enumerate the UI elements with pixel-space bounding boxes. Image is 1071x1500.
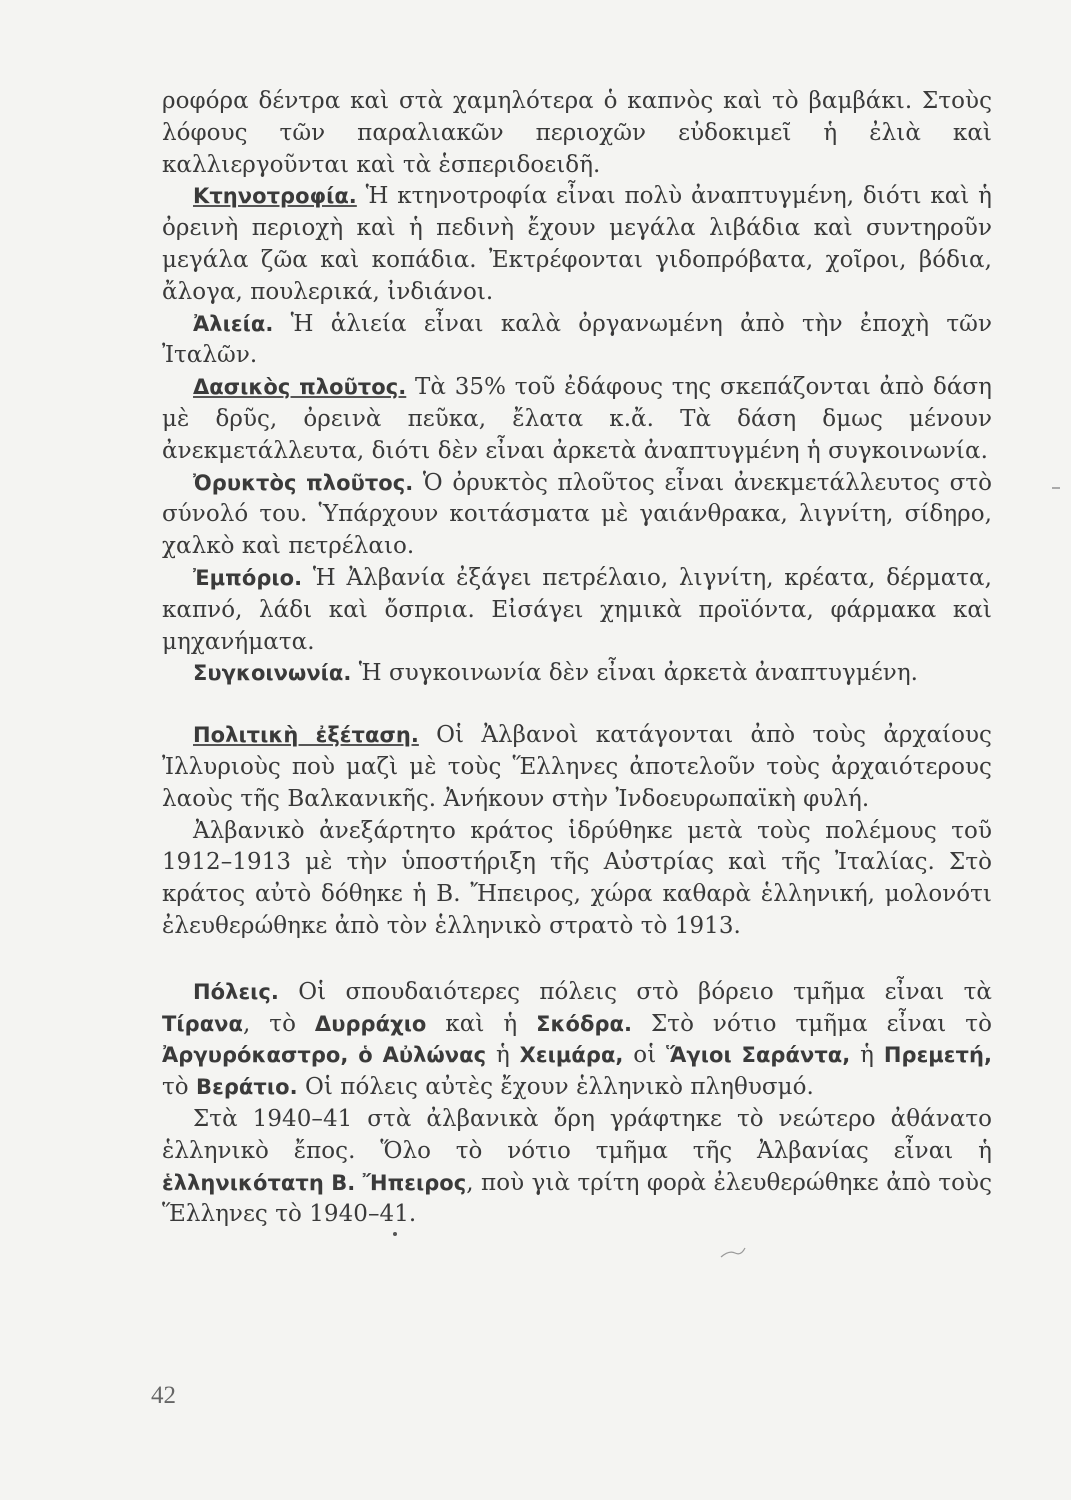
paragraph-text: Οἱ πόλεις αὐτὲς ἔχουν ἑλληνικὸ πληθυσμό. xyxy=(297,1074,814,1101)
city-name: Ἅγιοι Σαράντα, xyxy=(666,1043,851,1068)
paragraph-text: Ἡ συγκοινωνία δὲν εἶναι ἀρκετὰ ἀναπτυγμένη. xyxy=(351,660,919,687)
paragraph-text: Στὰ 1940–41 στὰ ἀλβανικὰ ὄρη γράφτηκε τὸ νεώτερο ἀθάνατο ἑλληνικὸ ἔπος. Ὅλο τὸ νότιο τμῆμα τῆς Ἀλβανίας εἶναι ἡ xyxy=(162,1105,992,1164)
paragraph-text: ἡ xyxy=(850,1042,884,1069)
section-heading: Δασικὸς πλοῦτος. xyxy=(193,375,407,400)
paragraph-cities xyxy=(162,977,992,1104)
section-heading: Συγκοινωνία. xyxy=(193,661,352,686)
spacer xyxy=(162,690,992,720)
paragraph-forests xyxy=(162,372,992,467)
paragraph-text: Ἡ Ἀλβανία ἐξάγει πετρέλαιο, λιγνίτη, κρέατα, δέρματα, καπνό, λάδι καὶ ὄσπρια. Εἰσάγει χημικὰ προϊόντα, φάρμακα καὶ μηχανήματα. xyxy=(162,564,992,655)
paragraph-livestock xyxy=(162,181,992,308)
paragraph-text: , ποὺ γιὰ τρίτη φορὰ ἐλευθερώθηκε ἀπὸ τοὺς Ἕλληνες τὸ 1940–41. xyxy=(162,1169,992,1228)
section-heading: Ἀλιεία. xyxy=(193,311,274,336)
city-name: Βεράτιο. xyxy=(196,1075,298,1100)
paragraph-political xyxy=(162,720,992,815)
paragraph-text: Ὁ ὀρυκτὸς πλοῦτος εἶναι ἀνεκμετάλλευτος στὸ σύνολό του. Ὑπάρχουν κοιτάσματα μὲ γαιάνθρακα, λιγνίτη, σίδηρο, χαλκὸ καὶ πετρέλαιο. xyxy=(162,469,992,560)
section-heading: Πόλεις. xyxy=(193,979,279,1004)
section-heading: Πολιτικὴ ἐξέταση. xyxy=(193,723,419,748)
paragraph-text: τὸ xyxy=(162,1074,197,1101)
city-name: Σκόδρα. xyxy=(536,1011,633,1036)
paragraph-text: ἡ xyxy=(486,1042,520,1069)
paragraph-minerals xyxy=(162,468,992,563)
page-body xyxy=(162,86,992,1231)
paragraph-text: Οἱ σπουδαιότερες πόλεις στὸ βόρειο τμῆμα εἶναι τὰ xyxy=(278,978,992,1005)
paragraph-trade xyxy=(162,563,992,658)
paragraph-fishing xyxy=(162,309,992,373)
section-heading: Κτηνοτροφία. xyxy=(193,184,357,209)
spacer xyxy=(162,943,992,977)
paragraph-state xyxy=(162,816,992,943)
city-name: Πρεμετή, xyxy=(883,1043,993,1068)
section-heading: Ἐμπόριο. xyxy=(193,565,303,590)
emphasis: ἑλληνικότατη Β. Ἤπειρος xyxy=(162,1170,467,1195)
pencil-mark xyxy=(719,1246,747,1260)
city-name: Τίρανα xyxy=(162,1011,243,1036)
paragraph-text: , τὸ xyxy=(243,1010,315,1037)
margin-mark xyxy=(1052,487,1060,489)
paragraph-text: ροφόρα δέντρα καὶ στὰ χαμηλότερα ὁ καπνὸς καὶ τὸ βαμβάκι. Στοὺς λόφους τῶν παραλιακῶν περιοχῶν εὐδοκιμεῖ ἡ ἐλιὰ καὶ καλλιεργοῦνται καὶ τὰ ἑσπεριδοειδῆ. xyxy=(162,88,992,178)
paragraph-crops xyxy=(162,86,992,181)
paragraph-text: Τὰ 35% τοῦ ἐδάφους της σκεπάζονται ἀπὸ δάση μὲ δρῦς, ὀρεινὰ πεῦκα, ἔλατα κ.ἄ. Τὰ δάση δμως μένουν ἀνεκμετάλλευτα, διότι δὲν εἶναι ἀρκετὰ ἀναπτυγμένη ἡ συγκοινωνία. xyxy=(162,374,992,464)
paragraph-text: Ἀλβανικὸ ἀνεξάρτητο κράτος ἱδρύθηκε μετὰ τοὺς πολέμους τοῦ 1912–1913 μὲ τὴν ὑποστήριξη τῆς Αὐστρίας καὶ τῆς Ἰταλίας. Στὸ κράτος αὐτὸ δόθηκε ἡ Β. Ἤπειρος, χώρα καθαρὰ ἑλληνική, μολονότι ἐλευθερώθηκε ἀπὸ τὸν ἑλληνικὸ στρατὸ τὸ 1913. xyxy=(162,817,992,939)
city-name: Δυρράχιο xyxy=(314,1011,427,1036)
paragraph-text: Ἡ ἁλιεία εἶναι καλὰ ὀργανωμένη ἀπὸ τὴν ἐποχὴ τῶν Ἰταλῶν. xyxy=(162,310,992,369)
paragraph-text: Ἡ κτηνοτροφία εἶναι πολὺ ἀναπτυγμένη, διότι καὶ ἡ ὀρεινὴ περιοχὴ καὶ ἡ πεδινὴ ἔχουν μεγάλα λιβάδια καὶ συντηροῦν μεγάλα ζῶα καὶ κοπάδια. Ἐκτρέφονται γιδοπρόβατα, χοῖροι, βόδια, ἄλογα, πουλερικά, ἰνδιάνοι. xyxy=(162,183,992,305)
paragraph-epic xyxy=(162,1104,992,1231)
paragraph-text: καὶ ἡ xyxy=(426,1010,537,1037)
ink-dot xyxy=(393,1232,397,1236)
section-heading: Ὀρυκτὸς πλοῦτος. xyxy=(193,470,414,495)
paragraph-text: Στὸ νότιο τμῆμα εἶναι τὸ xyxy=(632,1010,992,1037)
page-number: 42 xyxy=(151,1382,176,1409)
paragraph-text: οἱ xyxy=(623,1042,667,1069)
city-name: Ἀργυρόκαστρο, ὁ Αὐλώνας xyxy=(162,1043,487,1068)
paragraph-communication xyxy=(162,658,992,690)
paragraph-text: Οἱ Ἀλβανοὶ κατάγονται ἀπὸ τοὺς ἀρχαίους Ἰλλυριοὺς ποὺ μαζὶ μὲ τοὺς Ἕλληνες ἀποτελοῦν τοὺς ἀρχαιότερους λαοὺς τῆς Βαλκανικῆς. Ἀνήκουν στὴν Ἰνδοευρωπαϊκὴ φυλή. xyxy=(162,722,992,812)
city-name: Χειμάρα, xyxy=(519,1043,624,1068)
